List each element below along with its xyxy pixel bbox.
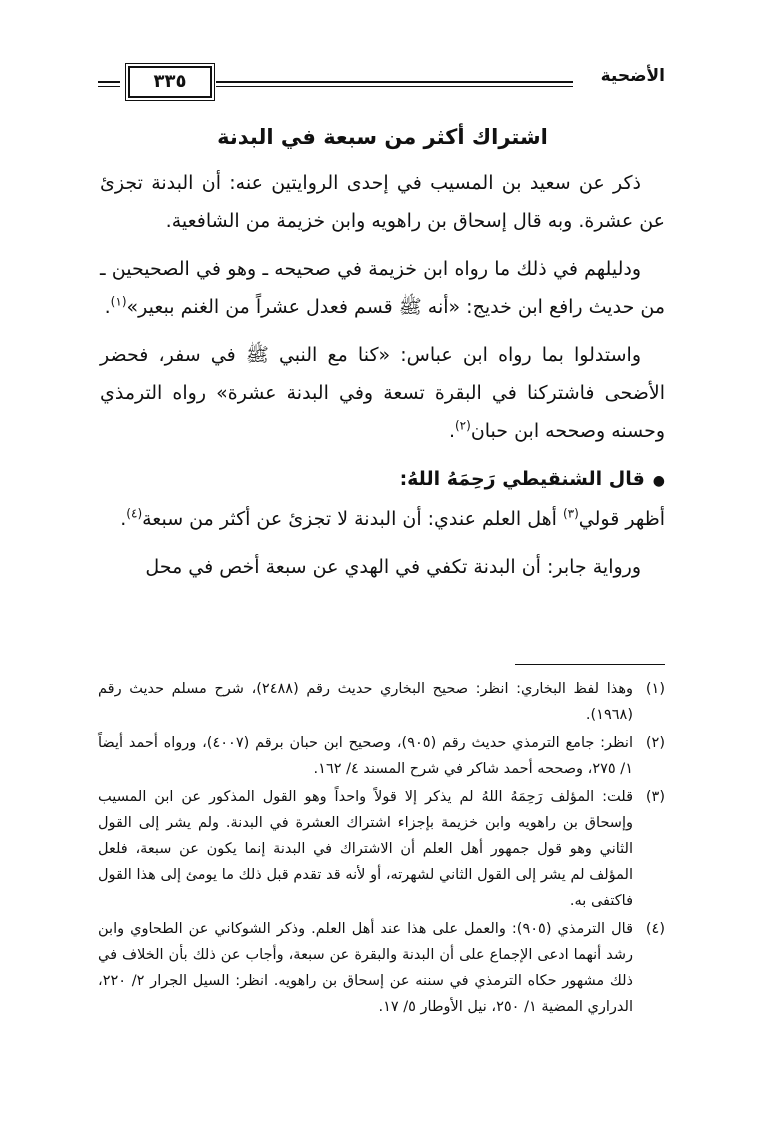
footnote-text: وهذا لفظ البخاري: انظر: صحيح البخاري حديث رقم (٢٤٨٨)، شرح مسلم حديث رقم (١٩٦٨). [98, 681, 633, 723]
footnote-ref-2: (٢) [454, 418, 471, 433]
footnote [98, 784, 665, 914]
running-title: الأضحية [600, 66, 665, 86]
footnote-ref-4: (٤) [126, 506, 143, 521]
footnote-number: (٢) [645, 735, 665, 751]
footnote-separator [515, 664, 665, 665]
footnote-number: (١) [645, 681, 665, 697]
footnote-ref-3: (٣) [562, 506, 579, 521]
footnote-text: قلت: المؤلف رَحِمَهُ اللهُ لم يذكر إلا قولاً واحداً وهو القول المذكور عن ابن المسيب وإسحاق بن راهويه وابن خزيمة بإجزاء اشتراك العشرة في البدنة. ولم يشر إلى القول الثاني وهو قول جمهور أهل العلم أن الاشتراك في البدنة إنما يكون عن سبعة، فلعل المؤلف لم يشر إلى القول الثاني لشهرته، أو لأنه قد تقدم قبل ذلك ما يومئ إلى هذا القول فاكتفى به. [98, 789, 633, 909]
footnote-text: قال الترمذي (٩٠٥): والعمل على هذا عند أهل العلم. وذكر الشوكاني عن الطحاوي وابن رشد أنهما ادعى الإجماع على أن البدنة والبقرة عن سبعة، وأجاب عن ذلك بأن الخلاف في ذلك مشهور حكاه الترمذي في سننه عن إسحاق بن راهويه. انظر: السيل الجرار ٢/ ٢٢٠، الدراري المضية ١/ ٢٥٠، نيل الأوطار ٥/ ١٧. [98, 921, 633, 1015]
paragraph-3: واستدلوا بما رواه ابن عباس: «كنا مع النبي ﷺ في سفر، فحضر الأضحى فاشتركنا في البقرة تسعة وفي البدنة عشرة» رواه الترمذي وحسنه وصححه ابن حبان$^{(٢)}$. [100, 344, 665, 442]
footnote-text: انظر: جامع الترمذي حديث رقم (٩٠٥)، وصحيح ابن حبان برقم (٤٠٠٧)، ورواه أحمد أيضاً ١/ ٢٧٥، وصححه أحمد شاكر في شرح المسند ٤/ ١٦٢. [98, 735, 633, 777]
subheading-text: قال الشنقيطي رَحِمَهُ اللهُ: [399, 468, 645, 490]
page-number: ٣٣٥ [128, 66, 212, 98]
footnote [98, 676, 665, 728]
footnote [98, 916, 665, 1020]
footnote-ref-1: (١) [110, 294, 127, 309]
paragraph-4-text-b: أهل العلم عندي: أن البدنة لا تجزئ عن أكثر من سبعة [142, 508, 563, 530]
paragraph-5: ورواية جابر: أن البدنة تكفي في الهدي عن سبعة أخص في محل [145, 556, 641, 578]
paragraph-4-text-a: أظهر قولي [578, 508, 665, 530]
subheading [100, 460, 665, 500]
header-rule [216, 81, 573, 87]
main-text [100, 118, 665, 596]
footnote-number: (٤) [645, 921, 665, 937]
header-rule-left [98, 81, 120, 87]
footnotes [98, 676, 665, 1022]
page-header [98, 60, 665, 104]
section-heading: اشتراك أكثر من سبعة في البدنة [217, 125, 548, 149]
paragraph-3-text: واستدلوا بما رواه ابن عباس: «كنا مع النبي ﷺ في سفر، فحضر الأضحى فاشتركنا في البقرة تسعة وفي البدنة عشرة» رواه الترمذي وحسنه وصححه ابن حبان [100, 344, 665, 442]
paragraph-4: أظهر قولي$^{(٣)}$ أهل العلم عندي: أن البدنة لا تجزئ عن أكثر من سبعة$^{(٤)}$. [120, 506, 665, 530]
footnote [98, 730, 665, 782]
paragraph-1: ذكر عن سعيد بن المسيب في إحدى الروايتين عنه: أن البدنة تجزئ عن عشرة. وبه قال إسحاق بن راهويه وابن خزيمة من الشافعية. [100, 172, 665, 232]
paragraph-2-text: ودليلهم في ذلك ما رواه ابن خزيمة في صحيحه ـ وهو في الصحيحين ـ من حديث رافع ابن خديج: «أنه ﷺ قسم فعدل عشراً من الغنم ببعير» [100, 258, 665, 318]
footnote-number: (٣) [645, 789, 665, 805]
paragraph-2: ودليلهم في ذلك ما رواه ابن خزيمة في صحيحه ـ وهو في الصحيحين ـ من حديث رافع ابن خديج: «أنه ﷺ قسم فعدل عشراً من الغنم ببعير»$^{(١)}$. [100, 258, 665, 318]
